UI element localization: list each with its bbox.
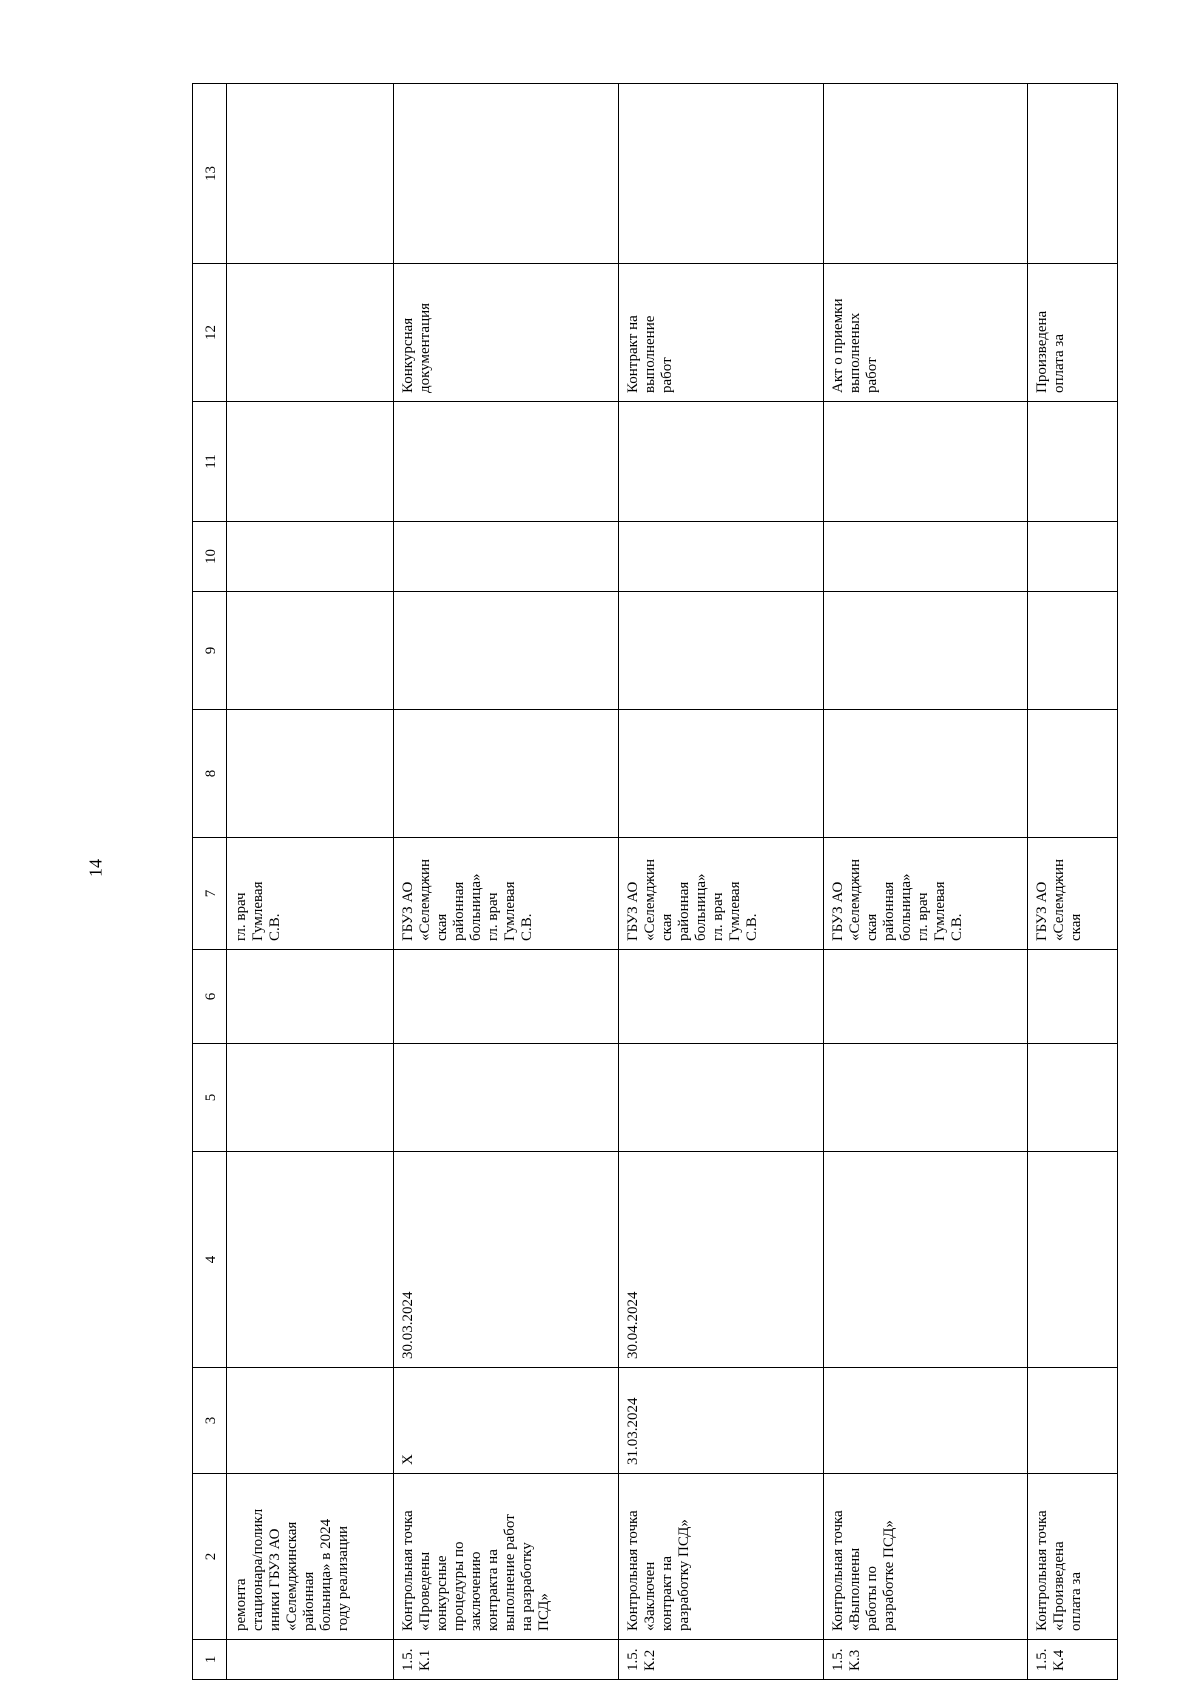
cell-end-date	[1028, 1152, 1118, 1368]
cell-col13	[1028, 84, 1118, 264]
cell-document: Акт о приемки выполненых работ	[823, 264, 1027, 402]
cell-col6	[226, 950, 394, 1044]
column-number: 11	[193, 402, 227, 522]
cell-col9	[226, 592, 394, 710]
rotated-table-frame	[192, 84, 1118, 1680]
cell-col6	[823, 950, 1027, 1044]
cell-col5	[226, 1044, 394, 1152]
cell-col10	[394, 522, 619, 592]
cell-number: 1.5.К.2	[619, 1640, 823, 1680]
column-number: 7	[193, 838, 227, 950]
column-number: 3	[193, 1368, 227, 1474]
table-row	[823, 84, 1027, 1680]
table-row	[1028, 84, 1118, 1680]
cell-col8	[1028, 710, 1118, 838]
column-number: 1	[193, 1640, 227, 1680]
cell-col5	[619, 1044, 823, 1152]
cell-col11	[226, 402, 394, 522]
cell-document	[226, 264, 394, 402]
cell-col13	[226, 84, 394, 264]
cell-number: 1.5.К.1	[394, 1640, 619, 1680]
cell-col8	[619, 710, 823, 838]
cell-event-name: Контрольная точка «Проведены конкурсные процедуры по заключению контракта на выполнение работ на разработку ПСД»	[394, 1474, 619, 1640]
column-number-row	[193, 84, 227, 1680]
column-number: 5	[193, 1044, 227, 1152]
table-row	[226, 84, 394, 1680]
cell-col6	[394, 950, 619, 1044]
column-number: 10	[193, 522, 227, 592]
cell-end-date	[226, 1152, 394, 1368]
cell-start-date	[1028, 1368, 1118, 1474]
cell-responsible: ГБУЗ АО «Селемджин ская районная больница» гл. врач Гумлевая С.В.	[394, 838, 619, 950]
cell-col5	[1028, 1044, 1118, 1152]
cell-end-date	[823, 1152, 1027, 1368]
cell-col5	[394, 1044, 619, 1152]
cell-col11	[1028, 402, 1118, 522]
cell-end-date: 30.03.2024	[394, 1152, 619, 1368]
cell-start-date	[226, 1368, 394, 1474]
cell-col10	[226, 522, 394, 592]
page-number: 14	[85, 859, 106, 877]
cell-responsible: ГБУЗ АО «Селемджин ская районная больница» гл. врач Гумлевая С.В.	[619, 838, 823, 950]
cell-start-date	[823, 1368, 1027, 1474]
cell-document: Контракт на выполнение работ	[619, 264, 823, 402]
cell-col9	[394, 592, 619, 710]
column-number: 8	[193, 710, 227, 838]
cell-responsible: ГБУЗ АО «Селемджин ская	[1028, 838, 1118, 950]
cell-col6	[1028, 950, 1118, 1044]
cell-col13	[619, 84, 823, 264]
table-row	[394, 84, 619, 1680]
cell-col10	[619, 522, 823, 592]
cell-event-name: ремонта стационара/поликл иники ГБУЗ АО «Селемджинская районная больница» в 2024 году реализации	[226, 1474, 394, 1640]
column-number: 13	[193, 84, 227, 264]
cell-col6	[619, 950, 823, 1044]
cell-event-name: Контрольная точка «Произведена оплата за	[1028, 1474, 1118, 1640]
cell-end-date: 30.04.2024	[619, 1152, 823, 1368]
cell-col8	[394, 710, 619, 838]
cell-col11	[823, 402, 1027, 522]
column-number: 2	[193, 1474, 227, 1640]
cell-start-date: Х	[394, 1368, 619, 1474]
cell-col8	[823, 710, 1027, 838]
cell-col13	[394, 84, 619, 264]
cell-event-name: Контрольная точка «Заключен контракт на разработку ПСД»	[619, 1474, 823, 1640]
cell-col8	[226, 710, 394, 838]
cell-col9	[619, 592, 823, 710]
cell-responsible: гл. врач Гумлевая С.В.	[226, 838, 394, 950]
cell-col13	[823, 84, 1027, 264]
column-number: 4	[193, 1152, 227, 1368]
table-row	[619, 84, 823, 1680]
plan-table	[192, 83, 1118, 1680]
cell-number: 1.5.К.3	[823, 1640, 1027, 1680]
cell-document: Произведена оплата за	[1028, 264, 1118, 402]
column-number: 6	[193, 950, 227, 1044]
column-number: 9	[193, 592, 227, 710]
cell-responsible: ГБУЗ АО «Селемджин ская районная больница» гл. врач Гумлевая С.В.	[823, 838, 1027, 950]
cell-number	[226, 1640, 394, 1680]
cell-col9	[1028, 592, 1118, 710]
cell-col10	[1028, 522, 1118, 592]
cell-col11	[619, 402, 823, 522]
column-number: 12	[193, 264, 227, 402]
cell-start-date: 31.03.2024	[619, 1368, 823, 1474]
cell-document: Конкурсная документация	[394, 264, 619, 402]
cell-number: 1.5.К.4	[1028, 1640, 1118, 1680]
cell-event-name: Контрольная точка «Выполнены работы по разработке ПСД»	[823, 1474, 1027, 1640]
cell-col9	[823, 592, 1027, 710]
cell-col10	[823, 522, 1027, 592]
cell-col5	[823, 1044, 1027, 1152]
cell-col11	[394, 402, 619, 522]
